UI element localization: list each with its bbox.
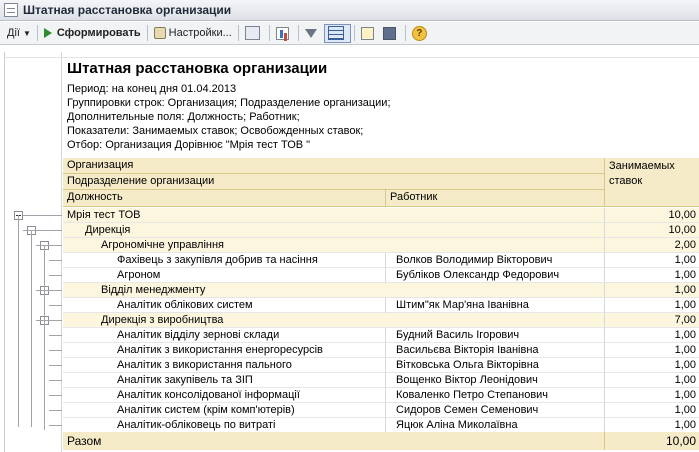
tree-guide-line	[44, 245, 45, 290]
window-title: Штатная расстановка организации	[23, 3, 232, 17]
tree-guide-line	[36, 290, 62, 291]
toolbar-separator	[238, 25, 239, 41]
table-row[interactable]	[5, 298, 699, 313]
occupied-rates-cell: 1,00	[605, 328, 699, 343]
occupied-rates-cell: 1,00	[605, 283, 699, 298]
tree-guide-line	[49, 260, 62, 261]
wrench-icon	[154, 27, 166, 39]
position-cell: Аналітик консолідованої інформації	[63, 388, 386, 403]
table-row[interactable]	[5, 373, 699, 388]
occupied-rates-cell: 1,00	[605, 358, 699, 373]
tree-guide-line	[36, 245, 62, 246]
table-row[interactable]	[5, 403, 699, 418]
position-cell: Аналітик з використання пального	[63, 358, 386, 373]
tree-guide-line	[31, 230, 32, 427]
employee-cell: Волков Володимир Вікторович	[386, 253, 605, 268]
toolbar-separator	[354, 25, 355, 41]
group-row[interactable]	[5, 283, 699, 298]
employee-cell: Штим"як Мар'яна Іванівна	[386, 298, 605, 313]
tree-guide-line	[49, 335, 62, 336]
position-cell: Аналітик-обліковець по витраті	[63, 418, 386, 433]
print-button[interactable]	[242, 24, 266, 43]
tree-guide-line	[49, 410, 62, 411]
occupied-rates-cell: 1,00	[605, 268, 699, 283]
position-cell: Аналітик з використання енергоресурсів	[63, 343, 386, 358]
play-icon	[44, 28, 52, 38]
chevron-down-icon: ▼	[22, 28, 31, 38]
report-title: Штатная расстановка организации	[67, 60, 328, 77]
tree-guide-line	[49, 275, 62, 276]
table-row[interactable]	[5, 418, 699, 433]
occupied-rates-cell: 1,00	[605, 388, 699, 403]
tree-guide-line	[44, 335, 45, 430]
position-cell: Аналітик облікових систем	[63, 298, 386, 313]
table-row[interactable]	[5, 268, 699, 283]
occupied-rates-cell: 10,00	[605, 208, 699, 223]
table-view-button[interactable]	[324, 24, 351, 43]
employee-cell: Васильєва Вікторія Іванівна	[386, 343, 605, 358]
position-cell: Аналітик відділу зернові склади	[63, 328, 386, 343]
position-cell: Фахівець з закупівля добрив та насіння	[63, 253, 386, 268]
table-icon	[328, 26, 344, 40]
total-value: 10,00	[605, 432, 699, 450]
occupied-rates-cell: 1,00	[605, 403, 699, 418]
actions-menu-label: Дії	[7, 27, 20, 39]
chart-button[interactable]	[273, 24, 295, 43]
help-button[interactable]	[409, 24, 430, 43]
occupied-rates-cell: 1,00	[605, 298, 699, 313]
actions-menu-button[interactable]	[4, 24, 34, 43]
toolbar-separator	[298, 25, 299, 41]
generate-button[interactable]	[41, 24, 144, 43]
tree-guide-line	[23, 215, 62, 216]
occupied-rates-cell: 2,00	[605, 238, 699, 253]
tree-guide-line	[49, 365, 62, 366]
report-param-filter: Отбор: Организация Дорівнює "Мрія тест ТОВ "	[67, 139, 311, 151]
table-row[interactable]	[5, 253, 699, 268]
total-label: Разом	[63, 432, 605, 450]
group-row[interactable]	[5, 208, 699, 223]
header-position: Должность	[63, 190, 386, 207]
chart-icon	[276, 27, 289, 40]
header-subdivision: Подразделение организации	[63, 174, 605, 190]
filter-button[interactable]	[302, 24, 324, 43]
table-row[interactable]	[5, 388, 699, 403]
employee-cell: Сидоров Семен Семенович	[386, 403, 605, 418]
table-row[interactable]	[5, 328, 699, 343]
toolbar-separator	[405, 25, 406, 41]
window-titlebar	[0, 0, 699, 21]
report-param-extra-fields: Дополнительные поля: Должность; Работник;	[67, 111, 300, 123]
group-name: Дирекція	[63, 223, 605, 238]
occupied-rates-cell: 7,00	[605, 313, 699, 328]
group-row[interactable]	[5, 238, 699, 253]
occupied-rates-cell: 1,00	[605, 343, 699, 358]
filter-icon	[305, 29, 317, 38]
group-name: Дирекція з виробництва	[63, 313, 605, 328]
employee-cell: Вощенко Віктор Леонідович	[386, 373, 605, 388]
document-icon	[4, 3, 18, 17]
header-employee: Работник	[386, 190, 605, 207]
save-icon	[383, 27, 396, 40]
toolbar-separator	[147, 25, 148, 41]
tree-guide-line	[18, 215, 19, 427]
column-gutter	[5, 52, 699, 58]
tree-guide-line	[23, 230, 62, 231]
table-row[interactable]	[5, 343, 699, 358]
tree-guide-line	[49, 425, 62, 426]
settings-button[interactable]	[151, 24, 235, 43]
tree-guide-line	[49, 395, 62, 396]
tree-guide-line	[49, 380, 62, 381]
report-param-period: Период: на конец дня 01.04.2013	[67, 83, 237, 95]
position-cell: Агроном	[63, 268, 386, 283]
group-row[interactable]	[5, 313, 699, 328]
settings-label: Настройки...	[168, 27, 232, 39]
group-name: Мрія тест ТОВ	[63, 208, 605, 223]
help-icon: ?	[412, 26, 427, 41]
total-row	[5, 432, 699, 450]
tree-guide-line	[49, 305, 62, 306]
employee-cell: Яцюк Аліна Миколаївна	[386, 418, 605, 433]
table-row[interactable]	[5, 358, 699, 373]
tree-guide-line	[44, 290, 45, 335]
report-param-row-groups: Группировки строк: Организация; Подразделение организации;	[67, 97, 391, 109]
save-settings-button[interactable]	[380, 24, 402, 43]
report-sheet[interactable]	[4, 52, 699, 452]
tree-guide-line	[49, 350, 62, 351]
tree-guide-line	[36, 320, 62, 321]
position-cell: Аналітик систем (крім комп'ютерів)	[63, 403, 386, 418]
employee-cell: Коваленко Петро Степанович	[386, 388, 605, 403]
occupied-rates-cell: 1,00	[605, 373, 699, 388]
employee-cell: Вітковська Ольга Вікторівна	[386, 358, 605, 373]
toolbar-separator	[269, 25, 270, 41]
load-settings-button[interactable]	[358, 24, 380, 43]
header-organization: Организация	[63, 158, 605, 174]
toolbar	[0, 22, 699, 45]
occupied-rates-cell: 1,00	[605, 418, 699, 433]
occupied-rates-cell: 1,00	[605, 253, 699, 268]
group-name: Агрономічне управління	[63, 238, 605, 253]
generate-label: Сформировать	[56, 27, 141, 39]
header-occupied-rates: Занимаемых ставок	[605, 158, 699, 207]
group-row[interactable]	[5, 223, 699, 238]
printer-icon	[245, 26, 260, 40]
load-settings-icon	[361, 27, 374, 40]
report-param-indicators: Показатели: Занимаемых ставок; Освобожденных ставок;	[67, 125, 364, 137]
occupied-rates-cell: 10,00	[605, 223, 699, 238]
group-name: Відділ менеджменту	[63, 283, 605, 298]
position-cell: Аналітик закупівель та ЗІП	[63, 373, 386, 388]
employee-cell: Бубліков Олександр Федорович	[386, 268, 605, 283]
toolbar-separator	[37, 25, 38, 41]
employee-cell: Будний Василь Ігорович	[386, 328, 605, 343]
